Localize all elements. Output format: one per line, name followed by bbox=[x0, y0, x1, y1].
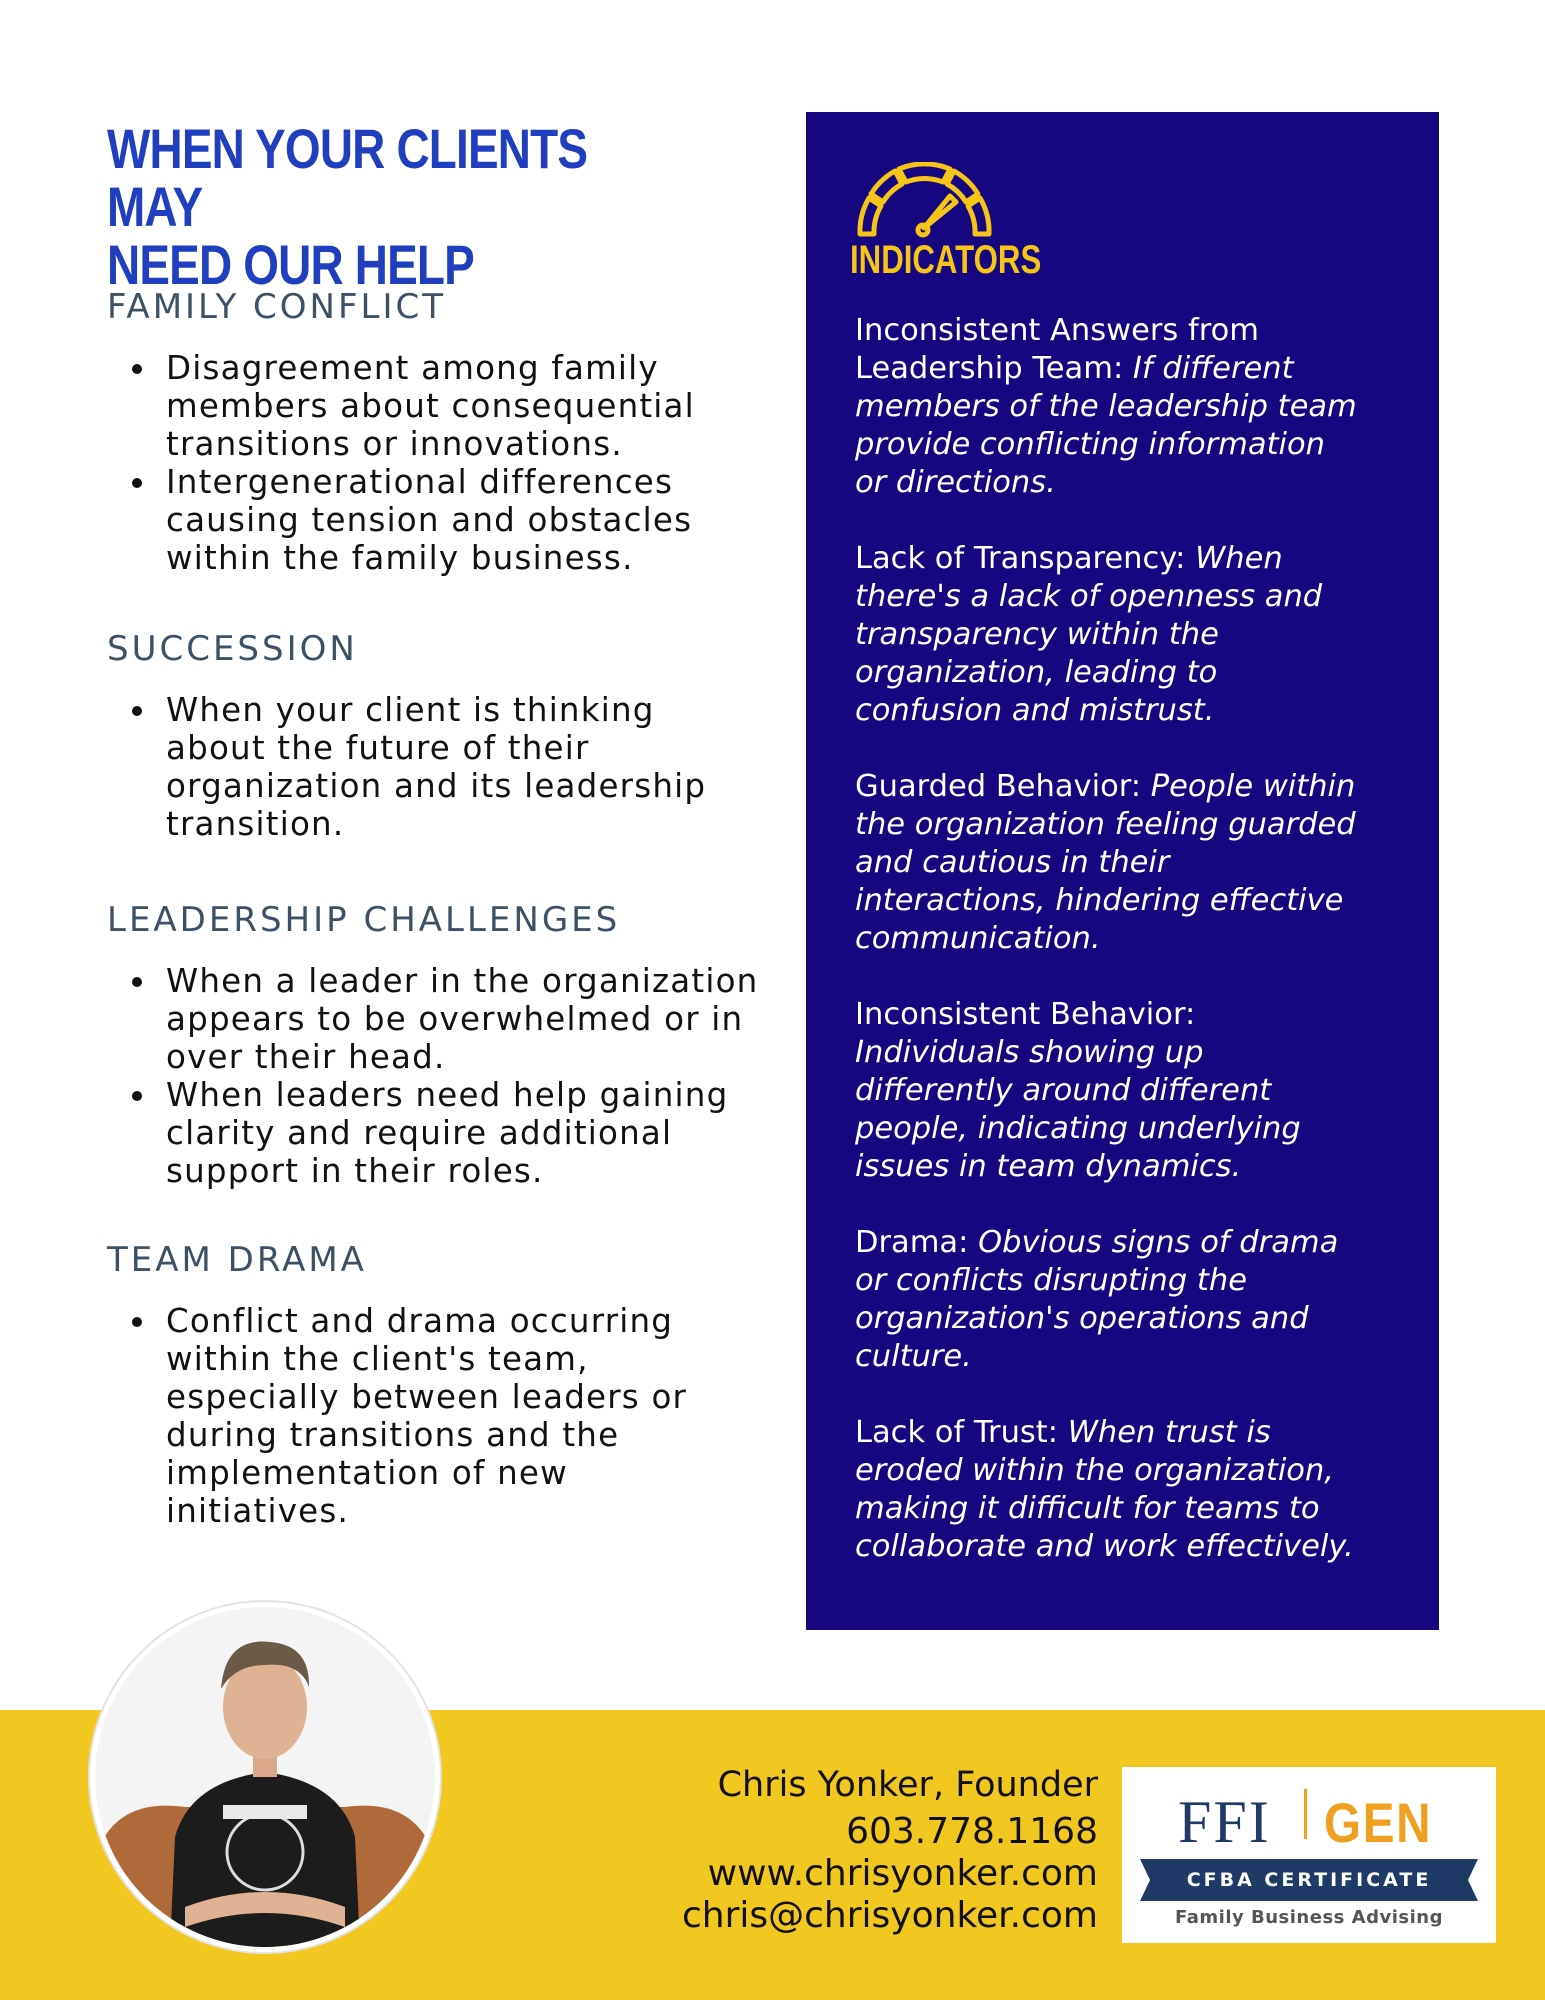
bullet-line: organization and its leadership bbox=[166, 767, 707, 805]
indicator-line: confusion and mistrust. bbox=[855, 693, 1215, 728]
indicator-line: or conflicts disrupting the bbox=[855, 1263, 1247, 1298]
page-title-line: WHEN YOUR CLIENTS MAY bbox=[107, 117, 588, 238]
indicator-line: collaborate and work effectively. bbox=[855, 1529, 1354, 1564]
indicator-line: interactions, hindering effective bbox=[855, 883, 1344, 918]
bullet-list bbox=[107, 962, 767, 1190]
indicator-line: Guarded Behavior: People within bbox=[855, 769, 1356, 804]
indicator-line: Inconsistent Answers from bbox=[855, 313, 1259, 348]
indicator-line: there's a lack of openness and bbox=[855, 579, 1323, 614]
indicator-item bbox=[855, 1224, 1415, 1376]
bullet-line: Conflict and drama occurring bbox=[166, 1302, 674, 1340]
bullet-line: implementation of new bbox=[166, 1454, 568, 1492]
list-item bbox=[107, 463, 767, 577]
badge-divider bbox=[1304, 1789, 1307, 1839]
indicators-panel bbox=[806, 112, 1439, 1630]
section-team-drama bbox=[107, 1240, 767, 1530]
cfba-badge bbox=[1122, 1767, 1496, 1943]
bullet-line: When your client is thinking bbox=[166, 691, 655, 729]
indicator-line: provide conflicting information bbox=[855, 427, 1325, 462]
indicator-line: Individuals showing up bbox=[855, 1035, 1204, 1070]
bullet-line: support in their roles. bbox=[166, 1152, 544, 1190]
section-succession bbox=[107, 629, 767, 843]
bullet-icon bbox=[132, 1091, 142, 1101]
bullet-line: during transitions and the bbox=[166, 1416, 620, 1454]
bullet-line: within the family business. bbox=[166, 539, 634, 577]
bullet-line: transitions or innovations. bbox=[166, 425, 623, 463]
section-leadership-challenges bbox=[107, 900, 767, 1190]
bullet-line: members about consequential bbox=[166, 387, 695, 425]
indicator-line: eroded within the organization, bbox=[855, 1453, 1334, 1488]
contact-block bbox=[682, 1763, 1098, 1937]
bullet-line: When leaders need help gaining bbox=[166, 1076, 729, 1114]
indicator-line: and cautious in their bbox=[855, 845, 1170, 880]
bullet-icon bbox=[132, 706, 142, 716]
badge-gen: GEN bbox=[1324, 1791, 1433, 1854]
indicator-line: or directions. bbox=[855, 465, 1056, 500]
bullet-line: Intergenerational differences bbox=[166, 463, 674, 501]
gauge-icon bbox=[852, 162, 997, 242]
indicator-line: Drama: Obvious signs of drama bbox=[855, 1225, 1339, 1260]
bullet-line: especially between leaders or bbox=[166, 1378, 688, 1416]
indicator-line: Lack of Transparency: When bbox=[855, 541, 1283, 576]
bullet-line: about the future of their bbox=[166, 729, 590, 767]
founder-portrait-icon bbox=[95, 1607, 435, 1947]
bullet-icon bbox=[132, 1317, 142, 1327]
indicator-line: Lack of Trust: When trust is bbox=[855, 1415, 1271, 1450]
bullet-line: Disagreement among family bbox=[166, 349, 659, 387]
contact-name: Chris Yonker, Founder bbox=[717, 1765, 1098, 1805]
indicator-line: organization's operations and bbox=[855, 1301, 1309, 1336]
indicator-line: the organization feeling guarded bbox=[855, 807, 1356, 842]
list-item bbox=[107, 1302, 767, 1530]
indicator-line: organization, leading to bbox=[855, 655, 1218, 690]
indicator-line: culture. bbox=[855, 1339, 972, 1374]
indicator-item bbox=[855, 1414, 1415, 1566]
badge-ffi: FFI bbox=[1178, 1789, 1271, 1855]
section-heading: LEADERSHIP CHALLENGES bbox=[107, 900, 621, 940]
section-heading: TEAM DRAMA bbox=[107, 1240, 367, 1280]
bullet-list bbox=[107, 691, 767, 843]
badge-ribbon: CFBA CERTIFICATE bbox=[1150, 1859, 1468, 1901]
bullet-list bbox=[107, 1302, 767, 1530]
page-title bbox=[107, 117, 632, 296]
contact-website[interactable]: www.chrisyonker.com bbox=[707, 1853, 1098, 1894]
list-item bbox=[107, 349, 767, 463]
contact-email[interactable]: chris@chrisyonker.com bbox=[681, 1895, 1098, 1936]
bullet-line: clarity and require additional bbox=[166, 1114, 673, 1152]
bullet-line: causing tension and obstacles bbox=[166, 501, 693, 539]
indicator-line: people, indicating underlying bbox=[855, 1111, 1301, 1146]
indicator-list bbox=[855, 312, 1415, 1604]
badge-subtitle: Family Business Advising bbox=[1175, 1907, 1443, 1928]
section-family-conflict bbox=[107, 287, 767, 577]
indicator-item bbox=[855, 768, 1415, 958]
indicator-item bbox=[855, 996, 1415, 1186]
bullet-icon bbox=[132, 364, 142, 374]
list-item bbox=[107, 1076, 767, 1190]
bullet-line: When a leader in the organization bbox=[166, 962, 759, 1000]
indicator-line: issues in team dynamics. bbox=[855, 1149, 1242, 1184]
section-heading: SUCCESSION bbox=[107, 629, 358, 669]
indicator-line: members of the leadership team bbox=[855, 389, 1357, 424]
bullet-icon bbox=[132, 478, 142, 488]
bullet-icon bbox=[132, 977, 142, 987]
indicator-line: transparency within the bbox=[855, 617, 1219, 652]
indicators-title: INDICATORS bbox=[850, 238, 1042, 282]
list-item bbox=[107, 691, 767, 843]
bullet-line: appears to be overwhelmed or in bbox=[166, 1000, 744, 1038]
bullet-line: transition. bbox=[166, 805, 345, 843]
indicator-line: Leadership Team: If different bbox=[855, 351, 1294, 386]
indicator-item bbox=[855, 312, 1415, 502]
contact-phone[interactable]: 603.778.1168 bbox=[846, 1811, 1098, 1852]
bullet-line: within the client's team, bbox=[166, 1340, 589, 1378]
bullet-line: initiatives. bbox=[166, 1492, 350, 1530]
indicator-item bbox=[855, 540, 1415, 730]
indicator-line: Inconsistent Behavior: bbox=[855, 997, 1196, 1032]
indicator-line: differently around different bbox=[855, 1073, 1272, 1108]
bullet-line: over their head. bbox=[166, 1038, 446, 1076]
founder-photo bbox=[90, 1602, 440, 1952]
list-item bbox=[107, 962, 767, 1076]
bullet-list bbox=[107, 349, 767, 577]
indicator-line: making it difficult for teams to bbox=[855, 1491, 1320, 1526]
section-heading: FAMILY CONFLICT bbox=[107, 287, 447, 327]
page-title-line: NEED OUR HELP bbox=[107, 233, 474, 296]
indicator-line: communication. bbox=[855, 921, 1101, 956]
